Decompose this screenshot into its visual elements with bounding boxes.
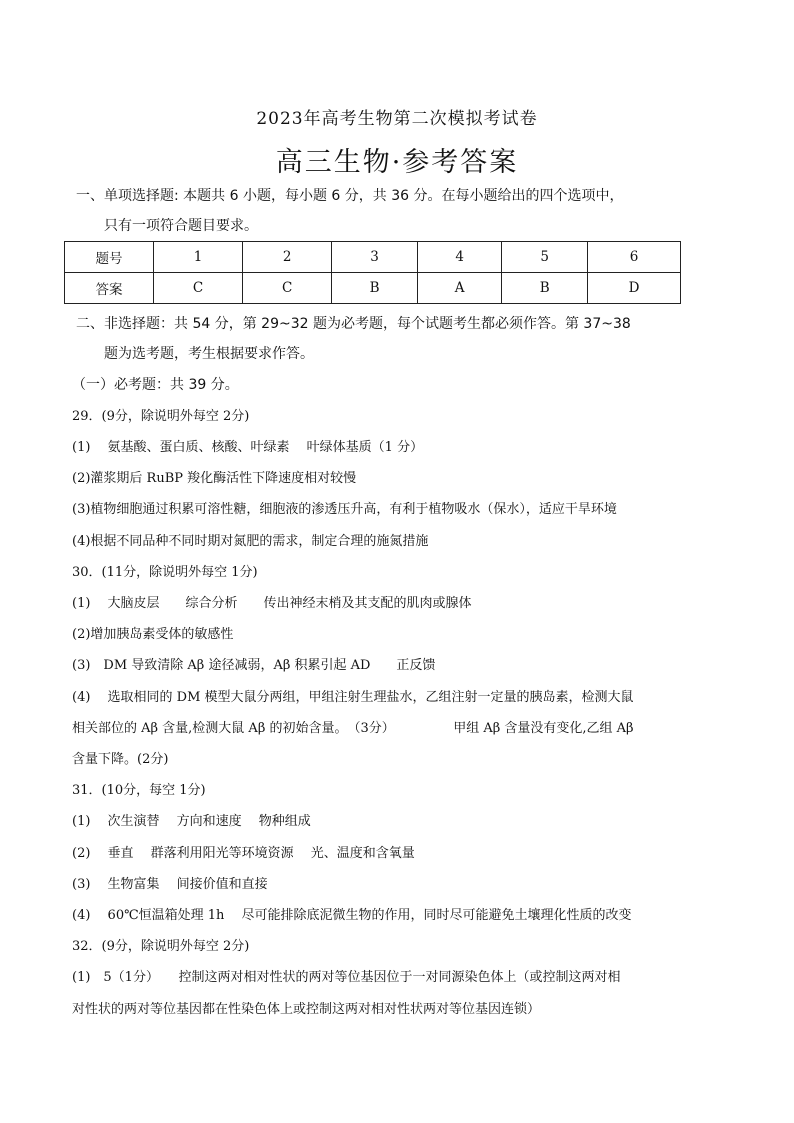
answer-cell: D [588,273,681,304]
question-number-row [65,242,681,273]
answer-cell: B [502,273,588,304]
question-number-cell: 4 [417,242,501,273]
q31-heading: 31．(10分，每空 1分) [72,783,206,798]
answer-cell: B [332,273,418,304]
part2-instruction-line2: 题为选考题，考生根据要求作答。 [104,346,314,362]
required-section-heading: （一）必考题：共 39 分。 [72,377,239,393]
question-number-cell: 1 [154,242,243,273]
question-number-cell: 2 [243,242,332,273]
answer-table [64,241,681,304]
question-number-label: 题号 [65,242,154,273]
q30-answer-4-line2: 相关部位的 Aβ 含量,检测大鼠 Aβ 的初始含量。 （3分） 甲组 Aβ 含量没有变化,乙组 Aβ [72,721,634,736]
q30-answer-4-line1: (4) 选取相同的 DM 模型大鼠分两组，甲组注射生理盐水，乙组注射一定量的胰岛素，检测大鼠 [72,690,634,705]
q29-answer-4: (4)根据不同品种不同时期对氮肥的需求，制定合理的施氮措施 [72,534,429,549]
question-number-cell: 6 [588,242,681,273]
part1-instruction-line1: 一、单项选择题: 本题共 6 小题，每小题 6 分，共 36 分。在每小题给出的四个选项中， [76,188,624,204]
question-number-cell: 3 [332,242,418,273]
q31-answer-1: (1) 次生演替 方向和速度 物种组成 [72,814,311,829]
question-number-cell: 5 [502,242,588,273]
answer-cell: C [243,273,332,304]
q29-answer-3: (3)植物细胞通过积累可溶性糖，细胞液的渗透压升高，有利于植物吸水（保水），适应干旱环境 [72,502,617,517]
q31-answer-3: (3) 生物富集 间接价值和直接 [72,877,268,892]
answer-cell: A [417,273,501,304]
q32-answer-1-line2: 对性状的两对等位基因都在性染色体上或控制这两对相对性状两对等位基因连锁） [72,1002,541,1017]
answer-row [65,273,681,304]
q30-answer-2: (2)增加胰岛素受体的敏感性 [72,627,234,642]
q30-answer-1: (1) 大脑皮层 综合分析 传出神经末梢及其支配的肌肉或腺体 [72,596,472,611]
part2-instruction-line1: 二、非选择题：共 54 分，第 29~32 题为必考题，每个试题考生都必须作答。第 37~38 [76,316,631,332]
part1-instruction-line2: 只有一项符合题目要求。 [104,218,258,234]
answer-cell: C [154,273,243,304]
answer-key-title: 高三生物·参考答案 [275,147,519,178]
answer-label: 答案 [65,273,154,304]
q30-answer-4-line3: 含量下降。(2分) [72,752,169,767]
q31-answer-4: (4) 60℃恒温箱处理 1h 尽可能排除底泥微生物的作用，同时尽可能避免土壤理化性质的改变 [72,908,632,923]
q32-heading: 32．(9分，除说明外每空 2分) [72,939,250,954]
q30-heading: 30．(11分，除说明外每空 1分) [72,565,258,580]
q29-heading: 29．(9分，除说明外每空 2分) [72,409,250,424]
q29-answer-1: (1) 氨基酸、蛋白质、核酸、叶绿素 叶绿体基质（1 分） [72,440,424,455]
q29-answer-2: (2)灌浆期后 RuBP 羧化酶活性下降速度相对较慢 [72,471,357,486]
q31-answer-2: (2) 垂直 群落利用阳光等环境资源 光、温度和含氧量 [72,846,415,861]
q32-answer-1-line1: (1) 5（1分） 控制这两对相对性状的两对等位基因位于一对同源染色体上（或控制这两对相 [72,970,621,985]
q30-answer-3: (3) DM 导致清除 Aβ 途径减弱，Aβ 积累引起 AD 正反馈 [72,658,436,673]
exam-title: 2023年高考生物第二次模拟考试卷 [256,109,538,129]
